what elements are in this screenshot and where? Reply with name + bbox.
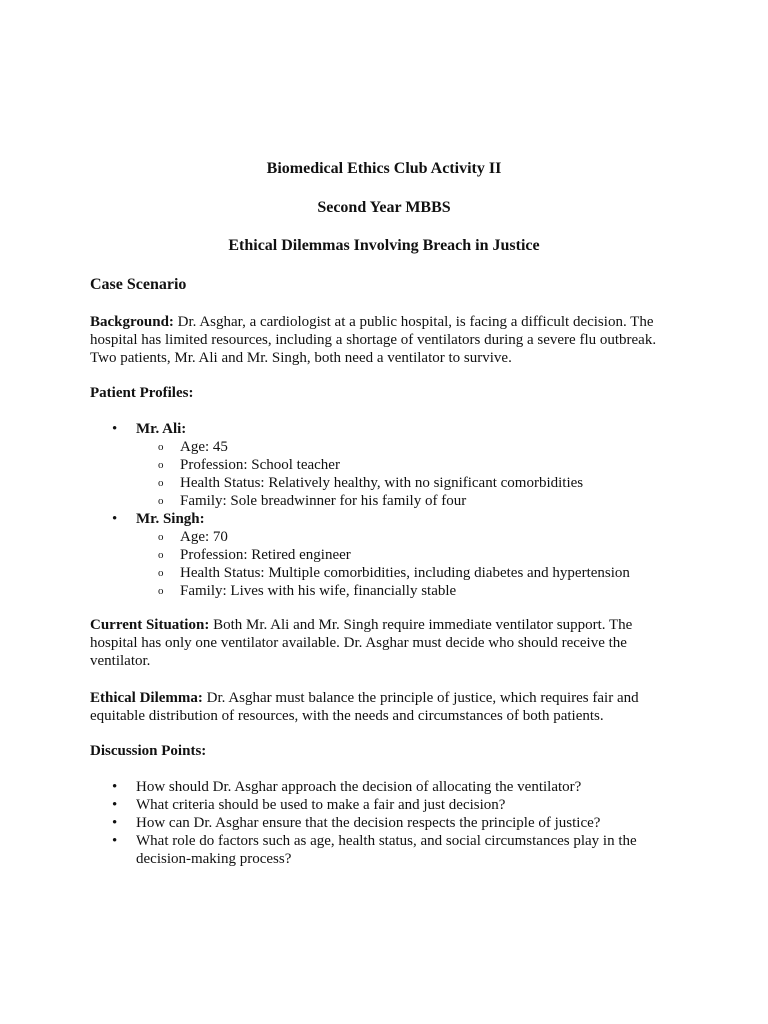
discussion-item — [90, 832, 650, 868]
discussion-text: How can Dr. Asghar ensure that the decision respects the principle of justice? — [136, 815, 601, 831]
sub-bullet-marker: o — [158, 549, 164, 561]
background-paragraph — [90, 313, 668, 367]
case-scenario-heading: Case Scenario — [90, 276, 187, 293]
detail-text: Profession: School teacher — [180, 457, 340, 473]
sub-bullet-marker: o — [158, 531, 164, 543]
patient-list — [90, 420, 630, 600]
patient-details — [136, 528, 630, 600]
detail-text: Health Status: Multiple comorbidities, including diabetes and hypertension — [180, 565, 630, 581]
document-topic: Ethical Dilemmas Involving Breach in Justice — [228, 237, 540, 254]
detail-item — [136, 564, 630, 582]
detail-text: Age: 70 — [180, 529, 228, 545]
detail-item — [136, 438, 630, 456]
bullet-marker: • — [112, 815, 118, 831]
discussion-text: What role do factors such as age, health status, and social circumstances play in the decision-making process? — [136, 833, 637, 867]
sub-bullet-marker: o — [158, 459, 164, 471]
bullet-marker: • — [112, 421, 118, 437]
patient-profiles-heading: Patient Profiles: — [90, 385, 194, 401]
detail-text: Health Status: Relatively healthy, with no significant comorbidities — [180, 475, 584, 491]
sub-bullet-marker: o — [158, 567, 164, 579]
detail-item — [136, 528, 630, 546]
discussion-text: How should Dr. Asghar approach the decision of allocating the ventilator? — [136, 779, 582, 795]
patient-name: Mr. Singh: — [136, 511, 205, 527]
document-title: Biomedical Ethics Club Activity II — [266, 160, 502, 177]
discussion-item — [90, 814, 650, 832]
bullet-marker: • — [112, 797, 118, 813]
detail-item — [136, 546, 630, 564]
detail-item — [136, 456, 630, 474]
background-label: Background: — [90, 314, 174, 330]
sub-bullet-marker: o — [158, 495, 164, 507]
detail-item — [136, 474, 630, 492]
bullet-marker: • — [112, 833, 118, 849]
discussion-list — [90, 778, 650, 868]
document-subtitle: Second Year MBBS — [317, 199, 451, 216]
ethical-dilemma-label: Ethical Dilemma: — [90, 690, 203, 706]
current-situation-paragraph — [90, 616, 668, 670]
background-text: Dr. Asghar, a cardiologist at a public hospital, is facing a difficult decision. The hospital has limited resources, including a shortage of ventilators during a severe flu outbreak. Two patients, Mr. Ali and Mr. Singh, both need a ventilator to survive. — [90, 314, 657, 366]
bullet-marker: • — [112, 779, 118, 795]
ethical-dilemma-paragraph — [90, 689, 668, 725]
current-situation-label: Current Situation: — [90, 617, 210, 633]
patient-details — [136, 438, 630, 510]
discussion-item — [90, 778, 650, 796]
bullet-marker: • — [112, 511, 118, 527]
sub-bullet-marker: o — [158, 477, 164, 489]
patient-name: Mr. Ali: — [136, 421, 187, 437]
current-situation-text: Both Mr. Ali and Mr. Singh require immediate ventilator support. The hospital has only one ventilator available. Dr. Asghar must decide who should receive the ventilator. — [90, 617, 633, 669]
patient-item-singh — [90, 510, 630, 600]
detail-text: Age: 45 — [180, 439, 228, 455]
detail-item — [136, 492, 630, 510]
detail-text: Family: Sole breadwinner for his family of four — [180, 493, 467, 509]
sub-bullet-marker: o — [158, 441, 164, 453]
detail-text: Family: Lives with his wife, financially stable — [180, 583, 457, 599]
detail-text: Profession: Retired engineer — [180, 547, 351, 563]
discussion-item — [90, 796, 650, 814]
detail-item — [136, 582, 630, 600]
ethical-dilemma-text: Dr. Asghar must balance the principle of justice, which requires fair and equitable distribution of resources, with the needs and circumstances of both patients. — [90, 690, 639, 724]
discussion-points-heading: Discussion Points: — [90, 743, 207, 759]
sub-bullet-marker: o — [158, 585, 164, 597]
patient-item-ali — [90, 420, 630, 510]
discussion-text: What criteria should be used to make a fair and just decision? — [136, 797, 506, 813]
